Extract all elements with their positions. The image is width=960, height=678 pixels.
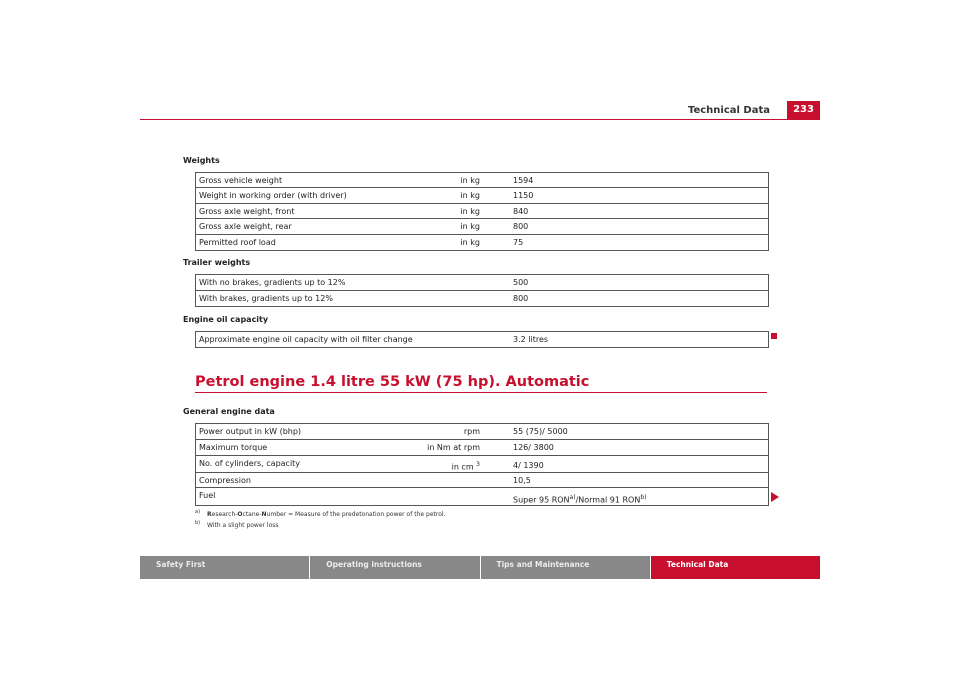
title-rule [195,392,767,393]
row-value: 800 [513,293,529,303]
row-value: 1594 [513,176,534,185]
footer-nav [140,556,820,579]
page-section-title: Technical Data [687,105,770,116]
row-value: 500 [513,278,529,287]
table-row [196,173,768,188]
row-label: Approximate engine oil capacity with oil filter change [199,335,413,344]
continue-arrow-icon [771,492,779,502]
footnote-text: With a slight power loss [207,522,279,529]
row-label: Gross vehicle weight [199,176,283,185]
row-value: 3.2 litres [513,335,549,344]
row-label: Weight in working order (with driver) [199,191,347,201]
weights-table [195,172,769,251]
table-row [196,424,768,440]
table-row [196,456,768,473]
unit-text: in cm [451,462,474,472]
row-label: Power output in kW (bhp) [199,427,302,436]
row-value [513,494,646,505]
row-value: 10,5 [513,476,531,485]
row-unit: in kg [460,222,480,232]
engine-oil-heading: Engine oil capacity [183,315,269,324]
unit-superscript: 3 [476,461,480,468]
tab-technical-data[interactable]: Technical Data [651,556,820,579]
weights-heading: Weights [183,156,220,165]
header-rule [140,119,820,120]
fuel-normal: /Normal 91 RON [575,495,641,505]
section-end-marker [771,333,777,339]
tab-safety-first[interactable]: Safety First [140,556,310,579]
table-row [196,332,768,347]
row-unit: in kg [460,206,480,216]
engine-section-title: Petrol engine 1.4 litre 55 kW (75 hp). Automatic [195,374,590,390]
trailer-weights-table [195,274,769,307]
table-row [196,440,768,456]
row-label: With no brakes, gradients up to 12% [199,278,346,287]
row-label: Gross axle weight, front [199,206,295,216]
table-row [196,188,768,203]
table-row [196,488,768,505]
page-number: 233 [787,101,820,119]
row-value: 55 (75)/ 5000 [513,427,568,436]
footnote-text: Research-Octane-Number = Measure of the predetonation power of the petrol. [207,511,446,518]
footnote-marker: b) [195,520,201,526]
footnote-marker: a) [195,509,201,515]
row-unit: in Nm at rpm [427,443,480,452]
table-row [196,219,768,234]
row-value: 800 [513,222,529,232]
engine-data-table [195,423,769,506]
row-value: 1150 [513,191,534,201]
general-engine-data-heading: General engine data [183,407,275,416]
row-unit: in kg [460,176,480,185]
footnote-ref-b[interactable]: b) [640,494,647,501]
table-row [196,235,768,250]
trailer-weights-heading: Trailer weights [183,258,251,267]
tab-operating-instructions[interactable]: Operating instructions [310,556,480,579]
table-row [196,473,768,488]
table-row [196,204,768,219]
row-label: No. of cylinders, capacity [199,459,301,468]
row-unit [452,461,480,472]
row-label: Maximum torque [199,443,268,452]
row-value: 126/ 3800 [513,443,554,452]
row-label: Permitted roof load [199,237,276,247]
row-unit: in kg [460,237,480,247]
engine-oil-table [195,331,769,348]
row-value: 840 [513,206,529,216]
row-unit: rpm [463,427,480,436]
row-value: 75 [513,237,524,247]
tab-tips-and-maintenance[interactable]: Tips and Maintenance [481,556,651,579]
row-value: 4/ 1390 [513,461,544,470]
table-row [196,291,768,307]
row-label: With brakes, gradients up to 12% [199,293,333,303]
row-unit: in kg [460,191,480,201]
row-label: Compression [199,476,251,485]
table-row [196,275,768,291]
footnote-ref-a[interactable]: a) [569,494,576,501]
row-label: Fuel [199,491,216,500]
row-label: Gross axle weight, rear [199,222,292,232]
fuel-super: Super 95 RON [513,495,570,505]
